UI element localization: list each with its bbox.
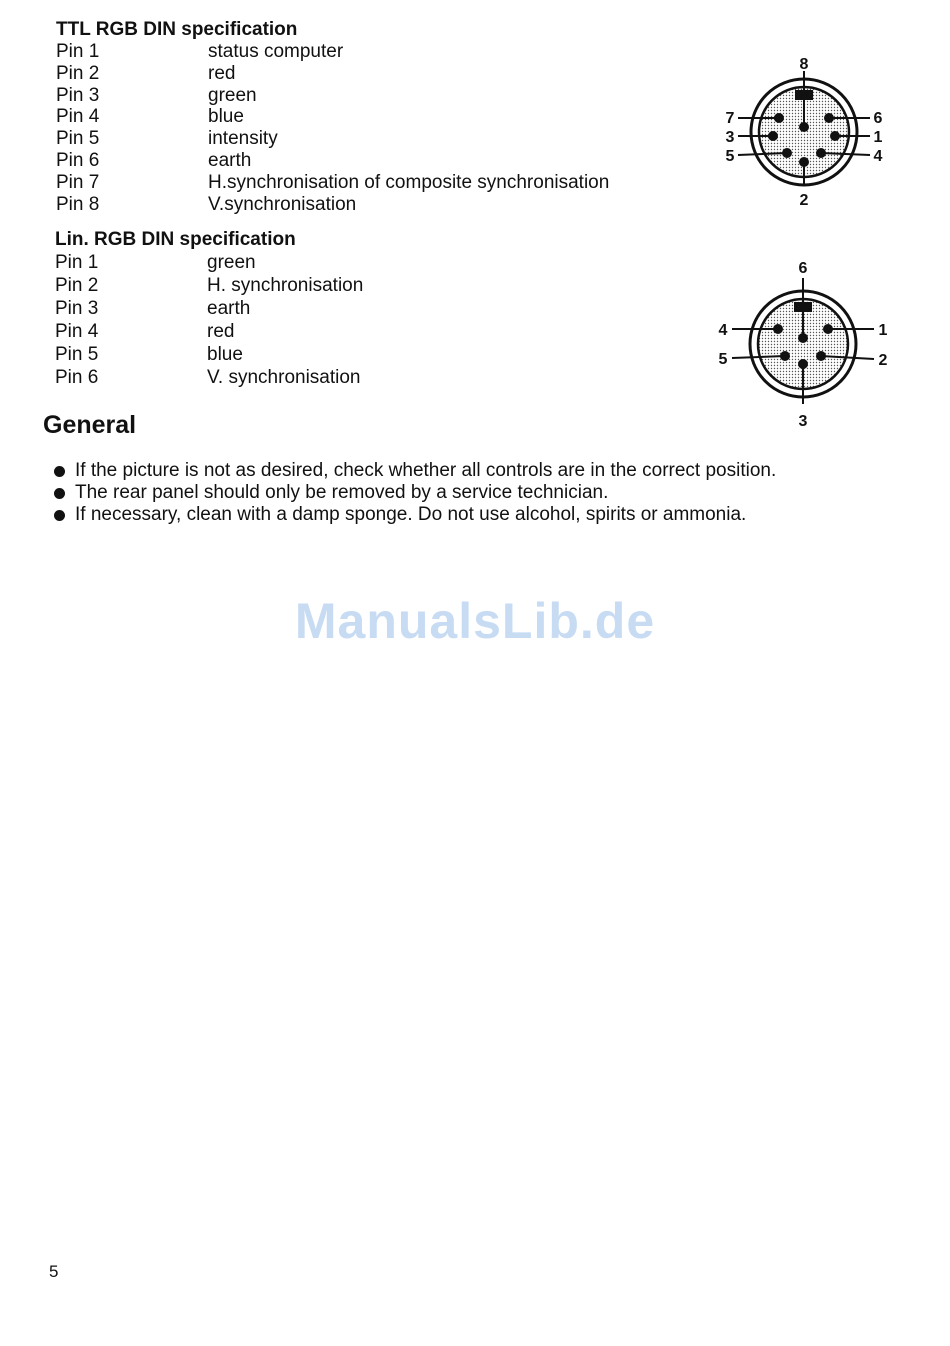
list-item [54,460,914,482]
ttl-section-title: TTL RGB DIN specification [56,19,298,40]
pin-label: Pin 5 [55,344,99,365]
connector-key-notch [794,302,812,312]
connector-label: 1 [878,322,888,339]
general-heading: General [43,411,137,439]
connector-label: 1 [873,129,883,146]
table-row [56,172,696,194]
pin-signal: V.synchronisation [208,193,357,215]
pin-signal: blue [207,344,243,365]
pin-label: Pin 4 [55,321,99,342]
bullet-text: If necessary, clean with a damp sponge. Do not use alcohol, spirits or ammonia. [75,504,747,525]
pin-label: Pin 8 [56,193,100,215]
pin-signal: intensity [208,128,278,150]
table-row [56,194,696,216]
pin-signal: red [208,62,236,84]
lin-section-title: Lin. RGB DIN specification [55,229,296,250]
table-row [55,274,695,297]
table-row [55,366,695,389]
connector-label: 5 [718,351,728,368]
pin-signal: green [207,252,256,273]
pin-label: Pin 5 [56,128,100,150]
pin-signal: H. synchronisation [207,275,364,296]
list-item [54,504,914,526]
pin-label: Pin 1 [56,41,100,62]
pin-signal: V. synchronisation [207,367,361,388]
pin-label: Pin 7 [56,171,100,193]
pin-label: Pin 6 [55,367,99,388]
general-bullet-list [54,460,914,526]
connector-label: 4 [873,148,883,165]
pin-label: Pin 2 [55,275,99,296]
lin-din-connector-diagram [710,256,896,432]
table-row [55,343,695,366]
connector-key-notch [795,90,813,100]
pin-signal: green [208,84,257,106]
pin-signal: blue [208,106,244,128]
pin-label: Pin 4 [56,106,100,128]
connector-label: 3 [798,413,808,430]
connector-label: 8 [799,56,809,73]
table-row [56,41,696,63]
bullet-icon [54,466,65,477]
table-row [55,251,695,274]
connector-label: 5 [725,148,735,165]
connector-label: 2 [799,192,809,209]
bullet-icon [54,488,65,499]
table-row [55,297,695,320]
lin-pin-table [55,251,695,389]
connector-label: 3 [725,129,735,146]
pin-label: Pin 6 [56,149,100,171]
pin-label: Pin 2 [56,62,100,84]
ttl-pin-table [56,41,696,215]
pin-label: Pin 3 [56,84,100,106]
connector-label: 4 [718,322,728,339]
bullet-text: The rear panel should only be removed by a service technician. [75,482,609,503]
connector-label: 6 [873,110,883,127]
pin-label: Pin 1 [55,252,99,273]
list-item [54,482,914,504]
table-row [56,128,696,150]
bullet-icon [54,510,65,521]
connector-label: 6 [798,260,808,277]
connector-label: 7 [725,110,735,127]
page-number: 5 [49,1262,59,1281]
pin-label: Pin 3 [55,298,99,319]
connector-label: 2 [878,352,888,369]
watermark: ManualsLib.de [294,593,656,649]
pin-signal: H.synchronisation of composite synchronisation [208,171,610,193]
ttl-din-connector-diagram [716,52,896,212]
bullet-text: If the picture is not as desired, check whether all controls are in the correct position. [75,460,777,481]
pin-signal: earth [208,149,252,171]
table-row [56,63,696,85]
table-row [56,85,696,107]
table-row [56,106,696,128]
pin-signal: earth [207,298,251,319]
pin-signal: red [207,321,235,342]
table-row [56,150,696,172]
table-row [55,320,695,343]
pin-signal: status computer [208,41,344,62]
